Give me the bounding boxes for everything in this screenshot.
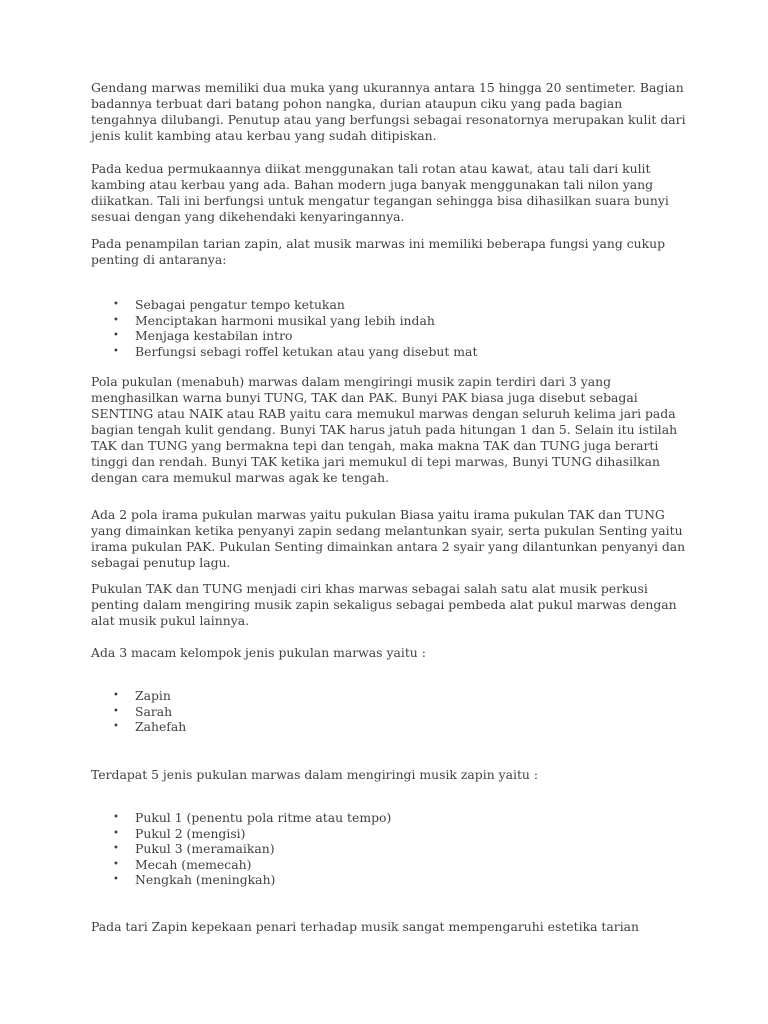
paragraph-pola-irama: Ada 2 pola irama pukulan marwas yaitu pukulan Biasa yaitu irama pukulan TAK dan TUNG yang dimainkan ketika penyanyi zapin sedang melantunkan syair, serta pukulan Senting yaitu irama pukulan PAK. Pukulan Senting dimainkan antara 2 syair yang dilantunkan penyanyi dan sebagai penutup lagu. [91, 507, 686, 570]
list-item [91, 872, 691, 888]
bullet-icon: • [113, 812, 119, 823]
list-item-label: Pukul 1 (penentu pola ritme atau tempo) [135, 810, 392, 825]
list-item [91, 719, 691, 735]
list-item-label: Nengkah (meningkah) [135, 872, 276, 887]
list-item [91, 857, 691, 873]
list-item [91, 344, 691, 360]
list-item-label: Menciptakan harmoni musikal yang lebih indah [135, 312, 435, 328]
list-item [91, 841, 691, 857]
bullet-icon: • [113, 345, 119, 357]
bullet-icon: • [113, 690, 119, 701]
list-item-label: Berfungsi sebagi roffel ketukan atau yang disebut mat [135, 343, 478, 359]
list-jenis-pukulan [91, 810, 691, 888]
paragraph-ciri-khas: Pukulan TAK dan TUNG menjadi ciri khas marwas sebagai salah satu alat musik perkusi penting dalam mengiring musik zapin sekaligus sebagai pembeda alat pukul marwas dengan alat musik pukul lainnya. [91, 581, 677, 628]
list-item [91, 688, 691, 704]
bullet-icon: • [113, 874, 119, 885]
paragraph-tari-zapin: Pada tari Zapin kepekaan penari terhadap musik sangat mempengaruhi estetika tarian [91, 919, 640, 934]
bullet-icon: • [113, 858, 119, 870]
paragraph-kelompok-intro: Ada 3 macam kelompok jenis pukulan marwas yaitu : [91, 645, 426, 660]
list-item [91, 810, 691, 826]
paragraph-pola-pukulan: Pola pukulan (menabuh) marwas dalam mengiringi musik zapin terdiri dari 3 yang menghasilkan warna bunyi TUNG, TAK dan PAK. Bunyi PAK biasa juga disebut sebagai SENTING atau NAIK atau RAB yaitu cara memukul marwas dengan seluruh kelima jari pada bagian tengah kulit gendang. Bunyi TAK harus jatuh pada hitungan 1 dan 5. Selain itu istilah TAK dan TUNG yang bermakna tepi dan tengah, maka makna TAK dan TUNG juga berarti tinggi dan rendah. Bunyi TAK ketika jari memukul di tepi marwas, Bunyi TUNG dihasilkan dengan cara memukul marwas agak ke tengah. [91, 374, 678, 485]
bullet-icon: • [113, 705, 119, 717]
list-kelompok-pukulan [91, 688, 691, 735]
list-item-label: Zapin [135, 688, 171, 703]
list-fungsi-marwas [91, 297, 691, 359]
bullet-icon: • [113, 827, 119, 839]
list-item-label: Mecah (memecah) [135, 856, 252, 872]
paragraph-jenis-intro: Terdapat 5 jenis pukulan marwas dalam mengiringi musik zapin yaitu : [91, 767, 539, 782]
list-item [91, 313, 691, 329]
list-item-label: Sebagai pengatur tempo ketukan [135, 297, 345, 312]
bullet-icon: • [113, 721, 119, 732]
list-item-label: Menjaga kestabilan intro [135, 328, 293, 343]
paragraph-gendang-marwas: Gendang marwas memiliki dua muka yang ukurannya antara 15 hingga 20 sentimeter. Bagian badannya terbuat dari batang pohon nangka, durian ataupun ciku yang pada bagian tengahnya dilubangi. Penutup atau yang berfungsi sebagai resonatornya merupakan kulit dari jenis kulit kambing atau kerbau yang sudah ditipiskan. [91, 80, 686, 143]
list-item-label: Sarah [135, 703, 173, 719]
list-item [91, 826, 691, 842]
bullet-icon: • [113, 314, 119, 326]
paragraph-tali-pengikat: Pada kedua permukaannya diikat menggunakan tali rotan atau kawat, atau tali dari kulit kambing atau kerbau yang ada. Bahan modern juga banyak menggunakan tali nilon yang diikatkan. Tali ini berfungsi untuk mengatur tegangan sehingga bisa dihasilkan suara bunyi sesuai dengan yang dikehendaki kenyaringannya. [91, 161, 669, 224]
list-item [91, 297, 691, 313]
bullet-icon: • [113, 330, 119, 341]
list-item-label: Pukul 3 (meramaikan) [135, 841, 275, 856]
list-item [91, 328, 691, 344]
list-item [91, 704, 691, 720]
bullet-icon: • [113, 843, 119, 854]
list-item-label: Zahefah [135, 719, 187, 734]
paragraph-fungsi-intro: Pada penampilan tarian zapin, alat musik marwas ini memiliki beberapa fungsi yang cukup penting di antaranya: [91, 236, 666, 267]
bullet-icon: • [113, 299, 119, 310]
list-item-label: Pukul 2 (mengisi) [135, 825, 246, 841]
